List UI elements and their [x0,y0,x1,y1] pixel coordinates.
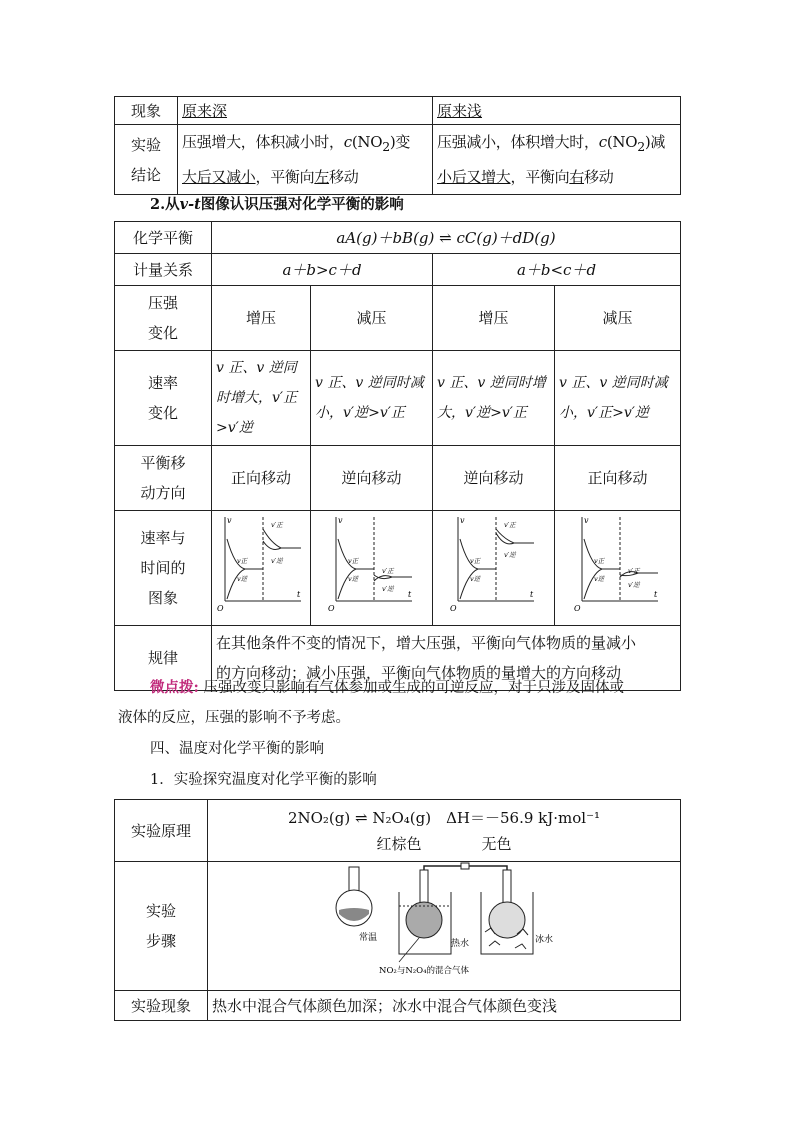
vt-graph-4 [574,511,662,615]
vt-graph-1 [217,511,305,615]
label-v-forward: v正 [469,557,480,565]
reverse-rate-curve [584,569,602,599]
apparatus-figure [209,862,679,980]
graph-cell [311,511,433,626]
label-v-forward: v正 [237,557,248,565]
label-v-prime-forward: v′正 [381,567,394,575]
reverse-rate-curve [460,569,478,599]
conclusion-table [114,96,681,195]
rate-cell: v 正、v 逆同时减 小，v′逆>v′正 [311,351,433,446]
pressure-cell: 增压 [433,286,555,351]
label-steps: 实验 步骤 [115,862,208,991]
tip-paragraph: 微点拨: 压强改变只影响有气体参加或生成的可逆反应，对于只涉及固体或 液体的反应，压强的影响不予考虑。 [118,679,624,726]
shift-cell: 逆向移动 [311,446,433,511]
pressure-cell: 减压 [555,286,681,351]
phenomenon-text: 热水中混合气体颜色加深；冰水中混合气体颜色变浅 [208,991,681,1021]
origin-label: O [449,604,457,613]
tip-label: 微点拨: [150,679,199,696]
relation-less: a＋b<c＋d [433,254,681,286]
origin-label: O [217,604,224,613]
shift-cell: 正向移动 [555,446,681,511]
heading-vt-pressure: 2.从v-t图像认识压强对化学平衡的影响 [150,196,404,213]
label-shift: 平衡移 动方向 [115,446,212,511]
label-v-prime-forward: v′正 [503,521,516,529]
phenomenon-light: 原来浅 [433,97,681,125]
shift-cell: 逆向移动 [433,446,555,511]
label-v-reverse: v逆 [469,575,480,583]
relation-greater: a＋b>c＋d [212,254,433,286]
subheading-temperature-experiment: 1．实验探究温度对化学平衡的影响 [150,772,377,788]
label-principle: 实验原理 [115,800,208,862]
conclusion-decrease: 压强减小，体积增大时，$c(NO_2)$减 小后又增大，平衡向右移动 [433,125,681,195]
label-pressure: 压强 变化 [115,286,212,351]
vt-graph-2 [328,511,416,615]
label-v-reverse: v逆 [347,575,358,583]
equation-general: aA(g)＋bB(g) ⇌ cC(g)＋dD(g) [212,222,681,254]
reverse-rate-curve [227,569,245,599]
new-forward-rate-curve [263,529,301,548]
origin-label: O [573,604,581,613]
graph-cell [555,511,681,626]
label-v-forward: v正 [347,557,358,565]
pressure-cell: 增压 [212,286,311,351]
label-room-temp: 常温 [359,933,378,943]
new-reverse-rate-curve [496,529,514,543]
label-graph: 速率与 时间的 图象 [115,511,212,626]
temperature-table [114,799,681,1021]
label-phenomenon: 实验现象 [115,991,208,1021]
new-reverse-rate-curve [263,541,281,549]
principle-equation: 2NO₂(g) ⇌ N₂O₄(g) ΔH＝－56.9 kJ·mol⁻¹ [287,808,601,827]
label-v-prime-reverse: v′逆 [381,585,394,593]
rate-cell: v 正、v 逆同时增 大，v′逆>v′正 [433,351,555,446]
graph-cell [212,511,311,626]
axis-label-v: v [583,516,589,525]
origin-label: O [327,604,335,613]
axis-label-t: t [529,590,533,599]
row-head-conclusion: 实验 结论 [115,125,178,195]
label-hot-water: 热水 [451,939,470,949]
axis-label-t: t [297,590,301,599]
section-temperature: 四、温度对化学平衡的影响 [150,741,324,757]
axis-label-v: v [459,516,465,525]
vt-graph-3 [450,511,538,615]
apparatus-cell [208,862,681,991]
label-v-prime-reverse: v′逆 [503,551,516,559]
phenomenon-deep: 原来深 [178,97,433,125]
label-law: 规律 [115,626,212,691]
principle-cell [208,800,681,862]
label-relation: 计量关系 [115,254,212,286]
reverse-rate-curve [338,569,356,599]
axis-label-v: v [227,516,232,525]
row-head-phenomenon: 现象 [115,97,178,125]
beaker-hot-water [399,870,451,954]
shift-cell: 正向移动 [212,446,311,511]
label-rate: 速率 变化 [115,351,212,446]
pressure-table [114,221,681,691]
label-equilibrium: 化学平衡 [115,222,212,254]
label-v-reverse: v逆 [237,575,248,583]
flask-room-temp [336,867,372,926]
label-v-prime-reverse: v′逆 [627,581,640,589]
law-text: 在其他条件不变的情况下，增大压强，平衡向气体物质的量减小 的方向移动；减小压强，平衡向气体物质的量增大的方向移动 [212,626,681,691]
axis-label-t: t [407,590,411,599]
label-v-prime-forward: v′正 [271,521,283,529]
label-ice-water: 冰水 [535,935,554,945]
tube-clamp [461,863,469,869]
label-v-prime-forward: v′正 [627,567,640,575]
label-v-reverse: v逆 [593,575,604,583]
beaker-ice-water [481,870,533,954]
conclusion-increase: 压强增大，体积减小时，$c(NO_2)$变 大后又减小，平衡向左移动 [178,125,433,195]
label-v-prime-reverse: v′逆 [271,557,283,565]
pressure-cell: 减压 [311,286,433,351]
axis-label-v: v [337,516,343,525]
rate-cell: v 正、v 逆同 时增大，v′正 >v′逆 [212,351,311,446]
label-v-forward: v正 [593,557,604,565]
graph-cell [433,511,555,626]
color-colorless: 无色 [481,834,512,853]
label-gas-mixture: NO₂与N₂O₄的混合气体 [379,966,470,976]
color-red-brown: 红棕色 [376,834,422,853]
rate-cell: v 正、v 逆同时减 小，v′正>v′逆 [555,351,681,446]
axis-label-t: t [653,590,657,599]
